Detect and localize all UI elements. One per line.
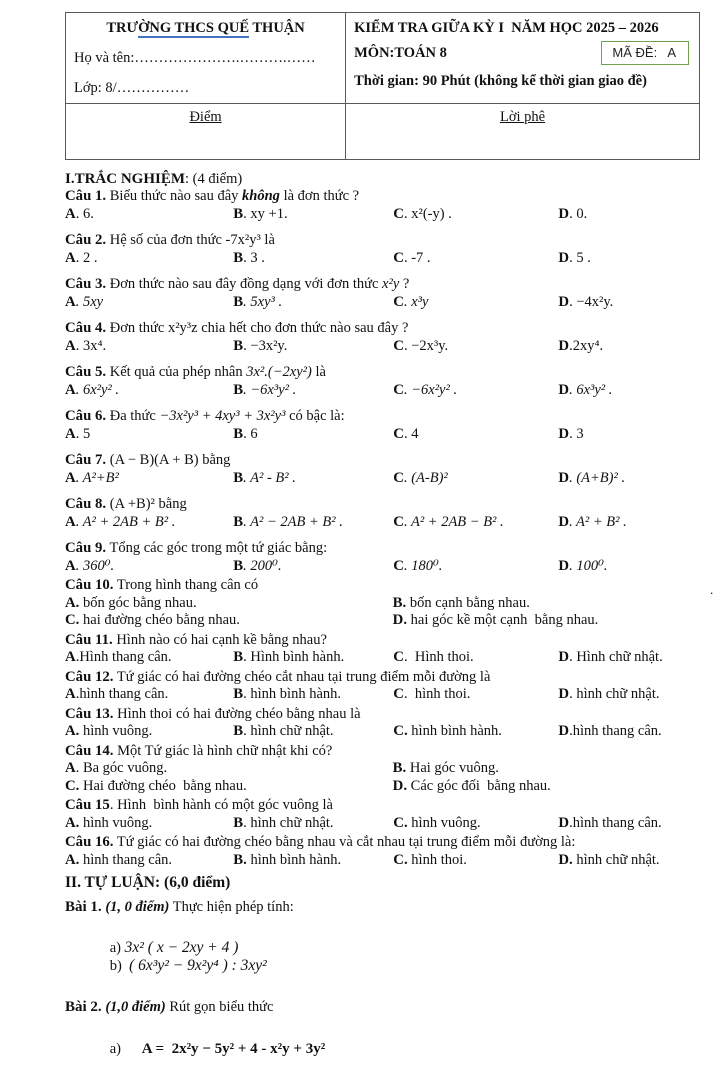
question-10-number: Câu 10. <box>65 577 114 593</box>
question-13 <box>65 706 700 741</box>
bai1-text: Thực hiện phép tính: <box>169 899 294 915</box>
question-13-options <box>65 723 700 741</box>
question-14-option-a: A. Ba góc vuông. <box>65 760 168 776</box>
question-8-option-c: C. A² + 2AB − B² . <box>393 513 504 530</box>
question-12-option-b: B. hình bình hành. <box>233 686 342 702</box>
question-11-option-b: B. Hình bình hành. <box>233 649 345 665</box>
remark-label: Lời phê <box>499 109 546 125</box>
question-2-options <box>65 250 700 268</box>
question-3-stem: Câu 3. Đơn thức nào sau đây đồng dạng với đơn thức x²y ? <box>65 276 410 292</box>
question-14-options <box>65 760 700 795</box>
question-6 <box>65 408 700 443</box>
question-12-option-a: A.hình thang cân. <box>65 686 169 702</box>
question-5 <box>65 364 700 399</box>
question-6-stem: Câu 6. Đa thức −3x²y³ + 4xy³ + 3x²y³ có bậc là: <box>65 408 345 424</box>
question-15-number: Câu 15 <box>65 797 110 813</box>
question-2-option-b: B. 3 . <box>233 249 265 266</box>
question-2 <box>65 232 700 267</box>
question-16-number: Câu 16. <box>65 834 114 850</box>
question-12-number: Câu 12. <box>65 668 114 685</box>
question-11-option-a: A.Hình thang cân. <box>65 649 172 665</box>
question-9-number: Câu 9. <box>65 540 107 556</box>
bai1-label: Bài 1. <box>65 899 102 915</box>
question-5-stem: Câu 5. Kết quả của phép nhân 3x².(−2xy²) là <box>65 364 326 380</box>
duration-line: Thời gian: 90 Phút (không kể thời gian giao đề) <box>354 73 647 89</box>
question-3-number: Câu 3. <box>65 276 107 292</box>
question-4-option-c: C. −2x³y. <box>393 337 449 354</box>
question-1-stem: Câu 1. Biểu thức nào sau đây không là đơn thức ? <box>65 188 360 204</box>
question-7 <box>65 452 700 487</box>
question-11-options <box>65 649 700 667</box>
question-15-option-a: A. hình vuông. <box>65 814 153 831</box>
question-9-option-a: A. 360⁰. <box>65 557 115 574</box>
bai1-item-a-expr: 3x² ( x − 2xy + 4 ) <box>124 939 239 956</box>
question-9-option-c: C. 180⁰. <box>393 557 443 574</box>
question-4-number: Câu 4. <box>65 320 107 336</box>
section1-title <box>65 171 700 188</box>
questions-list <box>65 188 700 869</box>
question-14-option-b: B. Hai góc vuông. <box>392 760 499 776</box>
question-10-option-a: A. bốn góc bằng nhau. <box>65 594 197 611</box>
question-4-option-b: B. −3x²y. <box>233 337 288 354</box>
question-16-options <box>65 852 700 870</box>
question-6-options <box>65 426 700 444</box>
section2-title: II. TỰ LUẬN: (6,0 điểm) <box>65 874 231 891</box>
question-8 <box>65 496 700 531</box>
question-15-option-b: B. hình chữ nhật. <box>233 814 334 831</box>
question-15-option-d: D.hình thang cân. <box>558 814 662 831</box>
question-13-option-c: C. hình bình hành. <box>393 723 502 739</box>
question-10-option-c: C. hai đường chéo bằng nhau. <box>65 612 240 628</box>
question-9-option-b: B. 200⁰. <box>233 557 282 574</box>
exam-code-value: A <box>667 45 676 60</box>
bai2-text: Rút gọn biểu thức <box>165 999 274 1015</box>
question-5-option-d: D. 6x³y² . <box>558 381 613 398</box>
question-16-option-d: D. hình chữ nhật. <box>558 851 660 868</box>
question-14 <box>65 743 700 796</box>
question-7-options <box>65 470 700 488</box>
question-12 <box>65 669 700 704</box>
question-15-stem: Câu 15. Hình bình hành có một góc vuông là <box>65 797 333 813</box>
bai1-heading <box>65 899 700 916</box>
score-label: Điểm <box>189 109 222 125</box>
question-6-option-d: D. 3 <box>558 425 584 442</box>
question-12-options <box>65 686 700 704</box>
question-16-stem: Câu 16. Tứ giác có hai đường chéo bằng nhau và cắt nhau tại trung điểm mỗi đường là: <box>65 834 576 850</box>
question-13-option-a: A. hình vuông. <box>65 723 153 739</box>
question-6-option-a: A. 5 <box>65 425 91 442</box>
question-13-option-d: D.hình thang cân. <box>558 723 662 739</box>
exam-code-label: MÃ ĐỀ: <box>612 45 658 60</box>
question-13-option-b: B. hình chữ nhật. <box>233 723 334 739</box>
bai2-item-a-expr: 2x²y − 5y² + 4 - x²y + 3y² <box>164 1041 326 1057</box>
question-6-option-c: C. 4 <box>393 425 419 442</box>
bai1-item-a <box>110 939 312 957</box>
question-12-option-c: C. hình thoi. <box>393 686 471 702</box>
subject-label: MÔN:TOÁN 8 <box>354 45 447 61</box>
question-8-option-b: B. A² − 2AB + B² . <box>233 513 343 530</box>
bai1-item-b-label: b) <box>109 958 130 974</box>
question-13-stem: Câu 13. Hình thoi có hai đường chéo bằng nhau là <box>65 705 361 722</box>
bai1-points: (1, 0 điểm) <box>101 899 170 915</box>
stray-period: . <box>710 582 714 597</box>
question-8-stem: Câu 8. (A +B)² bằng <box>65 496 187 512</box>
question-2-number: Câu 2. <box>65 232 107 248</box>
question-7-option-d: D. (A+B)² . <box>558 469 626 486</box>
question-5-option-b: B. −6x³y² . <box>233 381 297 398</box>
question-2-option-a: A. 2 . <box>65 249 98 266</box>
header-table <box>65 12 700 160</box>
bai2-label: Bài 2. <box>65 999 102 1015</box>
question-8-option-d: D. A² + B² . <box>558 513 627 530</box>
question-15 <box>65 797 700 832</box>
question-3-options <box>65 294 700 312</box>
question-1-option-b: B. xy +1. <box>233 205 288 222</box>
question-11-stem: Câu 11. Hình nào có hai cạnh kề bằng nhau? <box>65 631 327 648</box>
section1-points: : (4 điểm) <box>185 171 243 187</box>
question-8-options <box>65 514 700 532</box>
bai2-points: (1,0 điểm) <box>101 999 166 1015</box>
question-10-options <box>65 595 700 630</box>
question-9 <box>65 540 700 575</box>
question-10-option-d: D. hai góc kề một cạnh bằng nhau. <box>392 612 599 628</box>
question-16 <box>65 834 700 869</box>
bai2-item-a-label: a) <box>109 1041 122 1057</box>
bai2-item-a <box>65 1024 700 1075</box>
question-5-option-a: A. 6x²y² . <box>65 381 120 398</box>
bai2-item-a-lhs: A = <box>141 1041 165 1057</box>
question-1-option-d: D. 0. <box>558 205 588 222</box>
question-7-stem: Câu 7. (A − B)(A + B) bằng <box>65 452 231 468</box>
question-14-option-d: D. Các góc đối bằng nhau. <box>392 777 551 794</box>
question-16-option-c: C. hình thoi. <box>393 851 467 868</box>
question-16-option-a: A. hình thang cân. <box>65 851 173 868</box>
question-3-option-a: A. 5xy <box>65 293 104 310</box>
question-3-option-c: C. x³y <box>393 293 429 310</box>
question-2-option-d: D. 5 . <box>558 249 591 266</box>
question-7-option-a: A. A²+B² <box>65 469 119 486</box>
question-4-options <box>65 338 700 356</box>
question-13-number: Câu 13. <box>65 705 114 722</box>
question-3-option-d: D. −4x²y. <box>558 293 614 310</box>
question-2-option-c: C. -7 . <box>393 249 431 266</box>
question-4 <box>65 320 700 355</box>
question-2-stem: Câu 2. Hệ số của đơn thức -7x²y³ là <box>65 232 275 248</box>
question-5-options <box>65 382 700 400</box>
question-7-option-b: B. A² - B² . <box>233 469 296 486</box>
question-4-option-d: D.2xy⁴. <box>558 337 604 354</box>
question-8-number: Câu 8. <box>65 496 107 512</box>
question-7-number: Câu 7. <box>65 452 107 468</box>
question-9-option-d: D. 100⁰. <box>558 557 608 574</box>
question-8-option-a: A. A² + 2AB + B² . <box>65 513 176 530</box>
question-9-options <box>65 558 700 576</box>
question-3-option-b: B. 5xy³ . <box>233 293 283 310</box>
question-1-options <box>65 206 700 224</box>
question-11-number: Câu 11. <box>65 631 113 648</box>
question-11-option-c: C. Hình thoi. <box>393 649 474 665</box>
question-12-option-d: D. hình chữ nhật. <box>558 686 660 702</box>
question-14-stem: Câu 14. Một Tứ giác là hình chữ nhật khi có? <box>65 742 333 759</box>
question-4-stem: Câu 4. Đơn thức x²y³z chia hết cho đơn thức nào sau đây ? <box>65 320 409 336</box>
question-14-number: Câu 14. <box>65 742 114 759</box>
bai1-item-a-label: a) <box>109 940 125 956</box>
bai1-item-b-expr: ( 6x³y² − 9x²y⁴ ) : 3xy² <box>129 957 267 974</box>
question-9-stem: Câu 9. Tổng các góc trong một tứ giác bằng: <box>65 540 328 556</box>
exam-code-box <box>601 41 689 65</box>
section1-title-text: I.TRẮC NGHIỆM <box>65 171 186 187</box>
question-5-option-c: C. −6x²y² . <box>393 381 458 398</box>
bai1-items <box>65 922 700 992</box>
question-6-number: Câu 6. <box>65 408 107 424</box>
question-6-option-b: B. 6 <box>233 425 258 442</box>
question-10-option-b: B. bốn cạnh bằng nhau. <box>392 594 530 611</box>
question-15-option-c: C. hình vuông. <box>393 814 481 831</box>
question-1-option-a: A. 6. <box>65 205 94 222</box>
question-14-option-c: C. Hai đường chéo bằng nhau. <box>65 777 247 794</box>
question-16-option-b: B. hình bình hành. <box>233 851 342 868</box>
question-3 <box>65 276 700 311</box>
bai2-heading <box>65 999 700 1016</box>
question-4-option-a: A. 3x⁴. <box>65 337 107 354</box>
student-name-line: Họ và tên:………………….……….…… <box>74 50 316 66</box>
question-1-number: Câu 1. <box>65 188 107 204</box>
class-line: Lớp: 8/…………… <box>74 80 190 96</box>
question-11-option-d: D. Hình chữ nhật. <box>558 649 663 665</box>
question-1 <box>65 188 700 223</box>
question-12-stem: Câu 12. Tứ giác có hai đường chéo cắt nhau tại trung điểm mỗi đường là <box>65 668 491 685</box>
question-5-number: Câu 5. <box>65 364 107 380</box>
bai1-item-b <box>110 957 312 975</box>
school-name: TRƯỜNG THCS QUẾ THUẬN <box>106 20 305 36</box>
exam-title: KIỂM TRA GIỮA KỲ I NĂM HỌC 2025 – 2026 <box>354 20 659 36</box>
question-11 <box>65 632 700 667</box>
question-10 <box>65 577 700 630</box>
question-1-option-c: C. x²(-y) . <box>393 205 452 222</box>
question-7-option-c: C. (A-B)² <box>393 469 448 486</box>
question-10-stem: Câu 10. Trong hình thang cân có <box>65 577 259 593</box>
question-15-options <box>65 815 700 833</box>
